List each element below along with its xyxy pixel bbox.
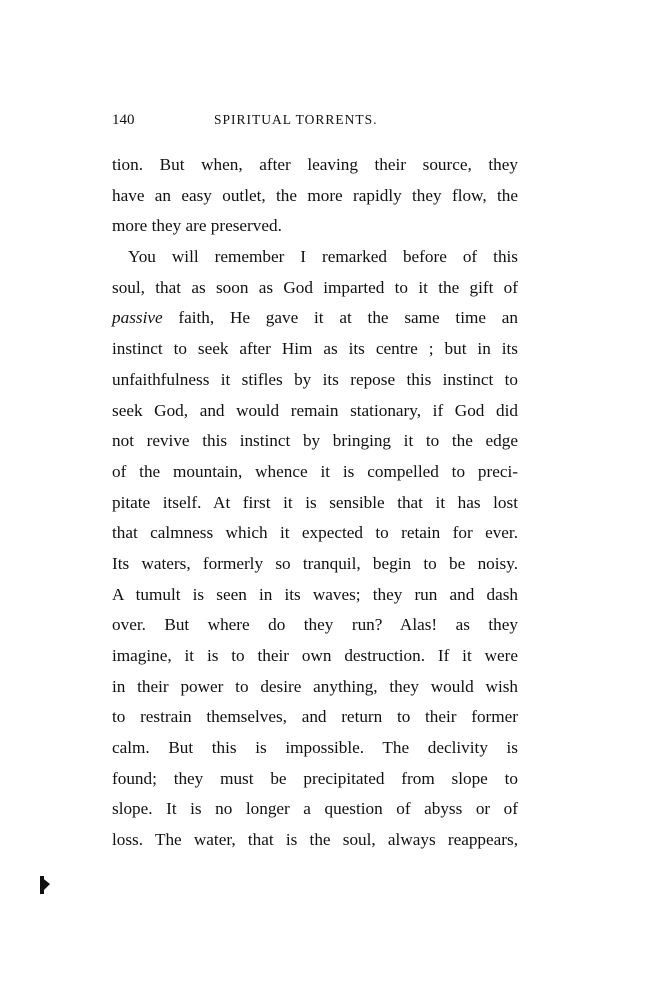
text-line: that calmness which it expected to retain for ever. [112, 523, 518, 543]
text-line: more they are preserved. [112, 216, 282, 236]
scan-marker-icon [40, 876, 50, 894]
text-line: unfaithfulness it stifles by its repose this instinct to [112, 369, 518, 389]
text-line: have an easy outlet, the more rapidly they flow, the [112, 185, 518, 205]
text-line: slope. It is no longer a question of abyss or of [112, 799, 518, 819]
text-line: to restrain themselves, and return to their former [112, 707, 518, 727]
text-line: A tumult is seen in its waves; they run and dash [112, 584, 518, 604]
text-line: loss. The water, that is the soul, always reappears, [112, 830, 518, 850]
text-line: seek God, and would remain stationary, if God did [112, 400, 518, 420]
text-line: calm. But this is impossible. The declivity is [112, 738, 518, 758]
text-line: over. But where do they run? Alas! as they [112, 615, 518, 635]
text-line: found; they must be precipitated from slope to [112, 768, 518, 788]
text-line: tion. But when, after leaving their source, they [112, 155, 518, 174]
text-line: instinct to seek after Him as its centre ; but in its [112, 339, 518, 359]
text-line: You will remember I remarked before of this [128, 247, 518, 267]
running-header [112, 112, 518, 134]
text-line: in their power to desire anything, they would wish [112, 676, 518, 696]
page-body [112, 150, 518, 856]
running-title: SPIRITUAL TORRENTS. [214, 112, 378, 127]
text-line: Its waters, formerly so tranquil, begin to be noisy. [112, 553, 518, 573]
text-line: pitate itself. At first it is sensible that it has lost [112, 492, 518, 512]
italic-emphasis: passive [112, 308, 163, 328]
text-line: of the mountain, whence it is compelled to preci- [112, 461, 518, 481]
page-number: 140 [112, 112, 135, 128]
text-line: not revive this instinct by bringing it to the edge [112, 431, 518, 451]
text-line: imagine, it is to their own destruction. If it were [112, 646, 518, 665]
text-line: soul, that as soon as God imparted to it the gift of [112, 277, 518, 297]
text-line: passive faith, He gave it at the same time an [112, 308, 518, 328]
